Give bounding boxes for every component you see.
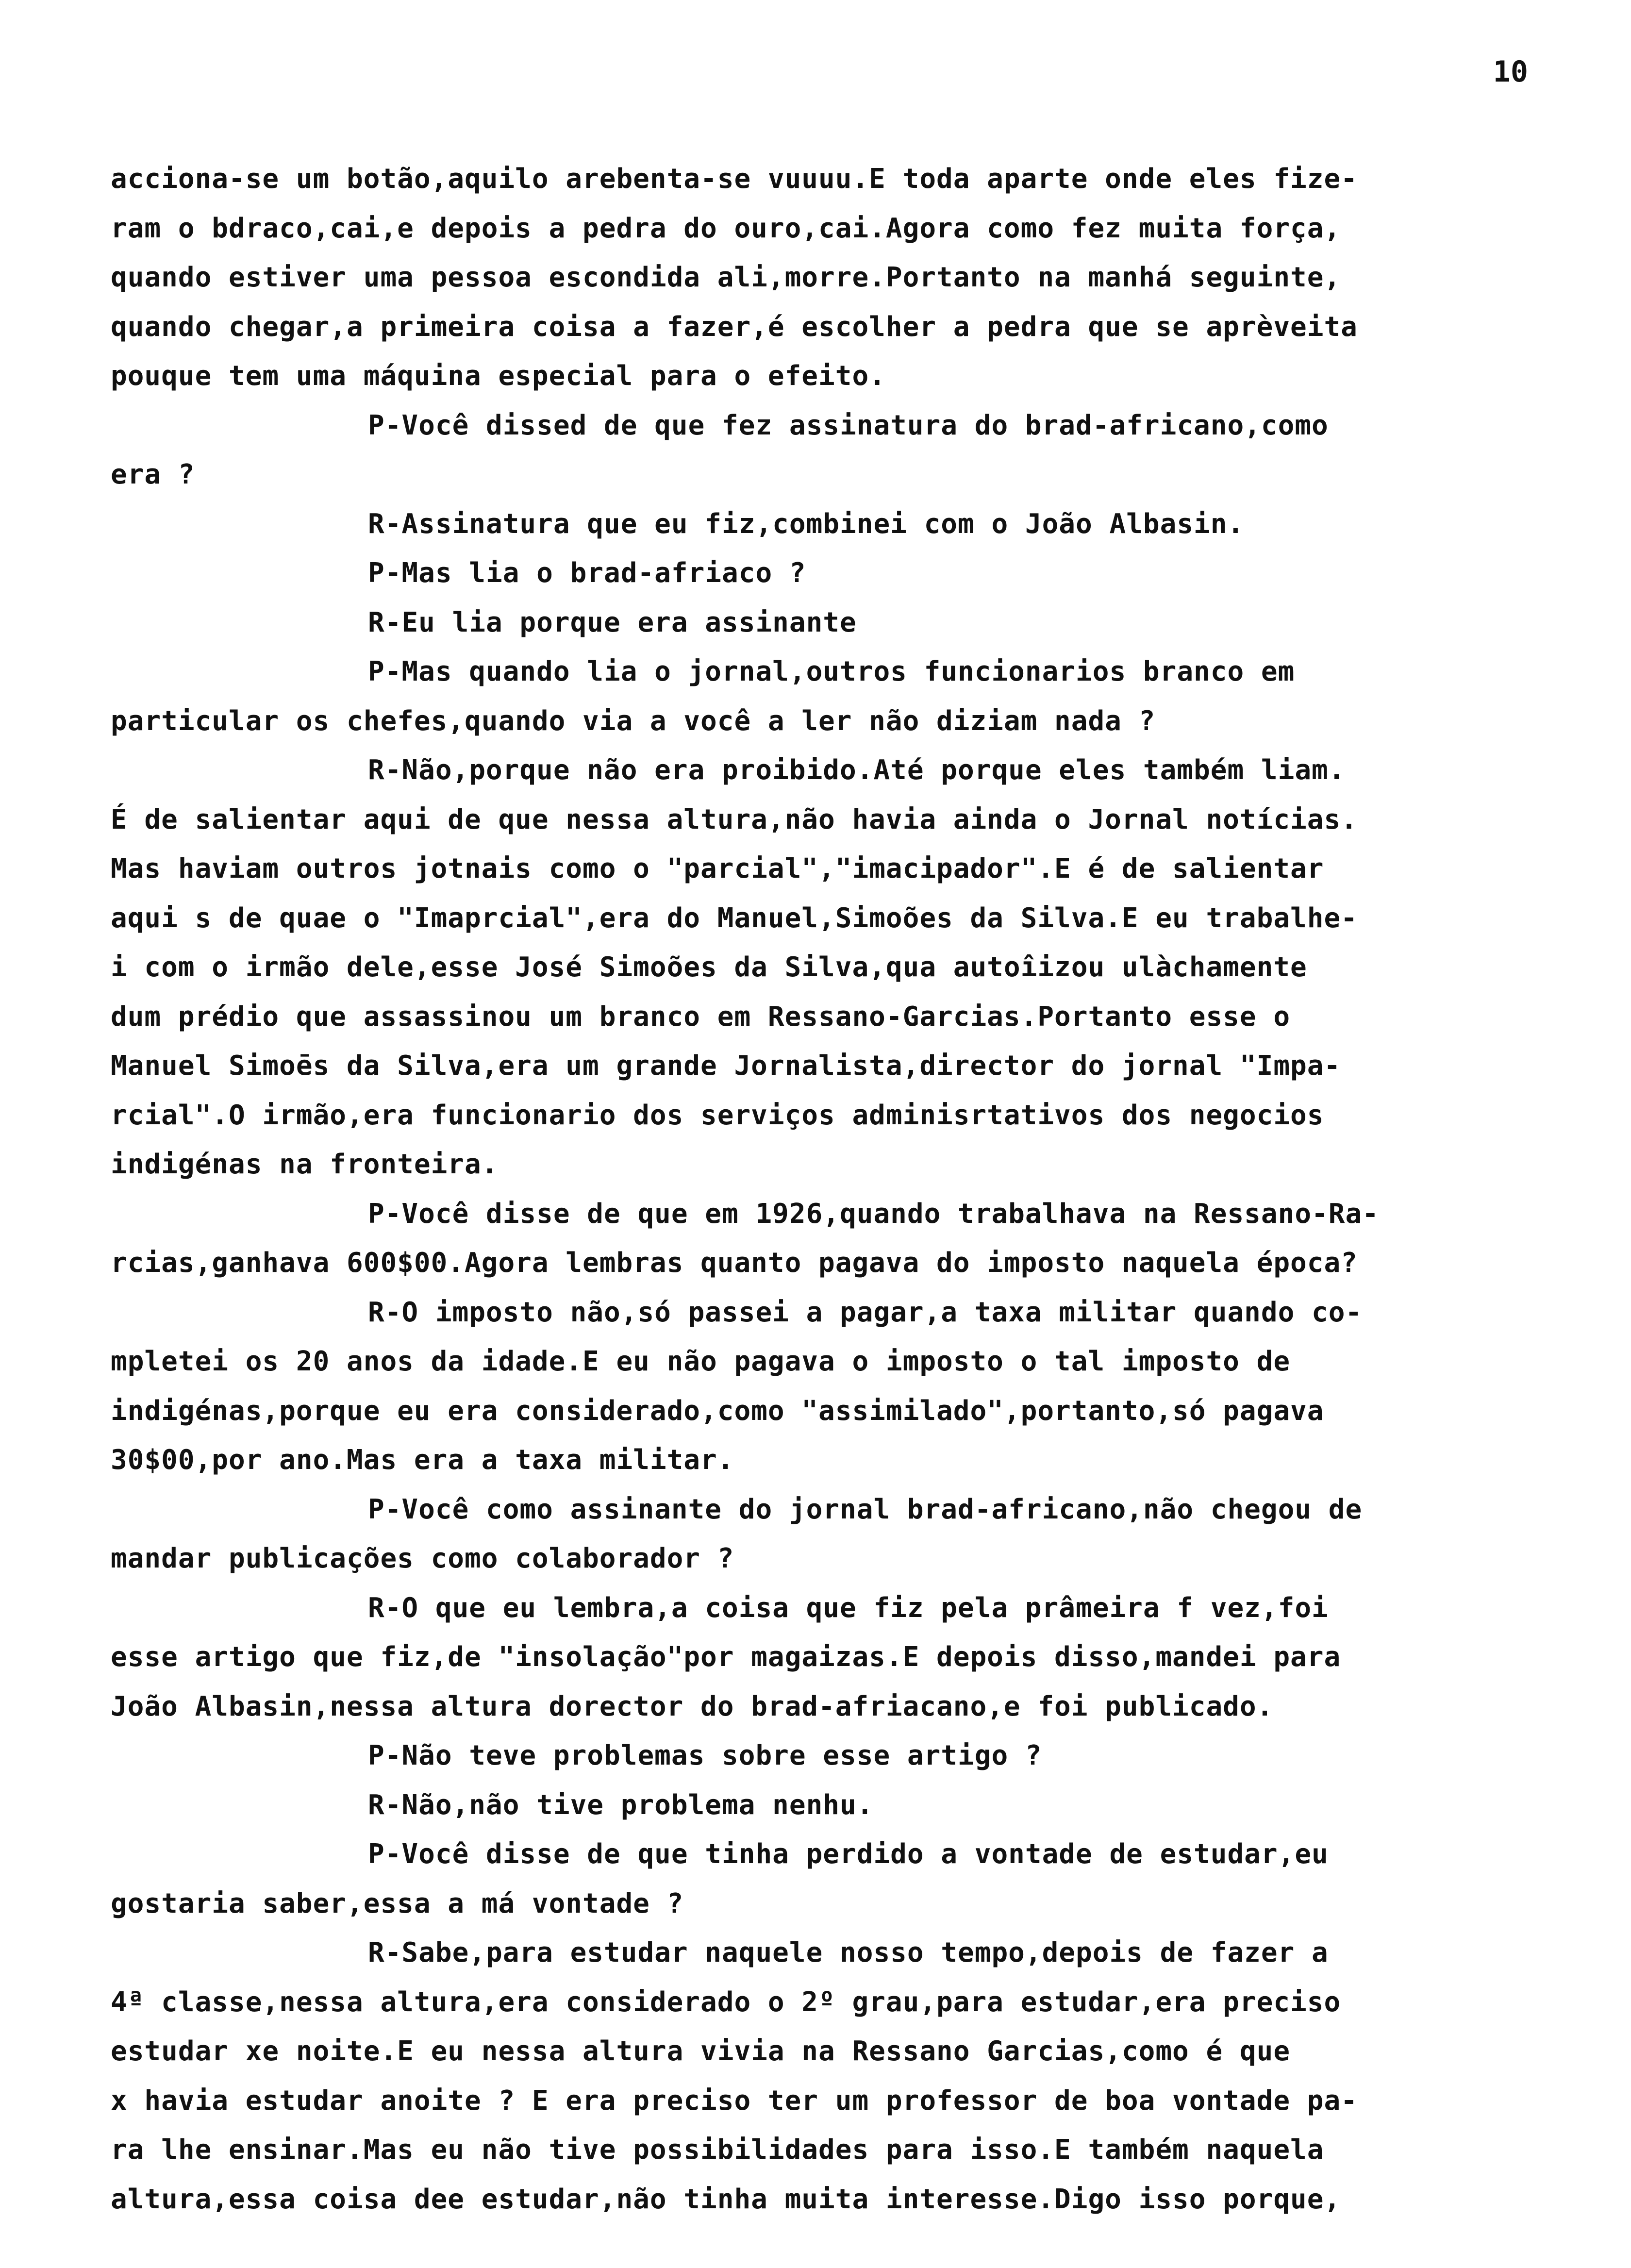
transcript-line: quando estiver uma pessoa escondida ali,morre.Portanto na manhá seguinte, <box>111 262 1341 293</box>
transcript-line: rcial".O irmão,era funcionario dos serviços adminisrtativos dos negocios <box>111 1099 1324 1131</box>
transcript-line: mpletei os 20 anos da idade.E eu não pagava o imposto o tal imposto de <box>111 1346 1291 1377</box>
transcript-line: P-Você como assinante do jornal brad-africano,não chegou de <box>368 1493 1363 1525</box>
transcript-line: aqui s de quae o "Imaprcial",era do Manuel,Simoões da Silva.E eu trabalhe- <box>111 902 1358 934</box>
transcript-line: dum prédio que assassinou um branco em Ressano-Garcias.Portanto esse o <box>111 1001 1291 1033</box>
transcript-line: R-Sabe,para estudar naquele nosso tempo,depois de fazer a <box>368 1937 1329 1968</box>
transcript-line: R-O imposto não,só passei a pagar,a taxa militar quando co- <box>368 1296 1363 1328</box>
transcript-line: pouque tem uma máquina especial para o efeito. <box>111 360 886 392</box>
transcript-line: x havia estudar anoite ? E era preciso ter um professor de boa vontade pa- <box>111 2085 1358 2117</box>
transcript-line: Manuel Simoēs da Silva,era um grande Jornalista,director do jornal "Impa- <box>111 1050 1341 1082</box>
transcript-line: i com o irmão dele,esse José Simoões da Silva,qua autoîizou ulàchamente <box>111 951 1307 983</box>
transcript-line: era ? <box>111 459 195 490</box>
transcript-line: R-Eu lia porque era assinante <box>368 606 857 638</box>
transcript-line: acciona-se um botão,aquilo arebenta-se vuuuu.E toda aparte onde eles fize- <box>111 163 1358 195</box>
transcript-line: R-Não,não tive problema nenhu. <box>368 1789 874 1821</box>
transcript-line: ra lhe ensinar.Mas eu não tive possibilidades para isso.E também naquela <box>111 2134 1324 2166</box>
transcript-line: mandar publicações como colaborador ? <box>111 1543 734 1574</box>
transcript-line: P-Você disse de que em 1926,quando trabalhava na Ressano-Ra- <box>368 1198 1379 1230</box>
transcript-body <box>111 154 1557 2224</box>
transcript-line: ram o bdraco,cai,e depois a pedra do ouro,cai.Agora como fez muita força, <box>111 212 1341 244</box>
transcript-line: altura,essa coisa dee estudar,não tinha muita interesse.Digo isso porque, <box>111 2183 1341 2215</box>
transcript-line: estudar xe noite.E eu nessa altura vivia na Ressano Garcias,como é que <box>111 2035 1291 2067</box>
transcript-line: P-Não teve problemas sobre esse artigo ? <box>368 1740 1042 1771</box>
transcript-line: esse artigo que fiz,de "insolação"por magaizas.E depois disso,mandei para <box>111 1641 1341 1673</box>
transcript-line: rcias,ganhava 600$00.Agora lembras quanto pagava do imposto naquela época? <box>111 1247 1358 1279</box>
transcript-line: É de salientar aqui de que nessa altura,não havia ainda o Jornal notícias. <box>111 803 1358 835</box>
transcript-line: indigénas na fronteira. <box>111 1149 499 1180</box>
transcript-line: João Albasin,nessa altura dorector do brad-afriacano,e foi publicado. <box>111 1690 1274 1722</box>
transcript-line: P-Você dissed de que fez assinatura do brad-africano,como <box>368 409 1329 441</box>
transcript-line: P-Mas lia o brad-afriaco ? <box>368 557 806 589</box>
transcript-line: R-O que eu lembra,a coisa que fiz pela prâmeira f vez,foi <box>368 1592 1329 1624</box>
transcript-line: P-Mas quando lia o jornal,outros funcionarios branco em <box>368 656 1295 687</box>
transcript-line: 4ª classe,nessa altura,era considerado o 2º grau,para estudar,era preciso <box>111 1986 1341 2018</box>
transcript-line: quando chegar,a primeira coisa a fazer,é escolher a pedra que se aprèveita <box>111 311 1358 343</box>
transcript-line: particular os chefes,quando via a você a ler não diziam nada ? <box>111 705 1156 737</box>
page-number: 10 <box>1493 55 1528 89</box>
transcript-line: 30$00,por ano.Mas era a taxa militar. <box>111 1444 734 1476</box>
transcript-line: Mas haviam outros jotnais como o "parcial","imacipador".E é de salientar <box>111 853 1324 884</box>
transcript-line: indigénas,porque eu era considerado,como "assimilado",portanto,só pagava <box>111 1395 1324 1427</box>
transcript-line: P-Você disse de que tinha perdido a vontade de estudar,eu <box>368 1838 1329 1870</box>
transcript-line: R-Não,porque não era proibido.Até porque eles também liam. <box>368 754 1346 786</box>
transcript-line: gostaria saber,essa a má vontade ? <box>111 1887 684 1919</box>
transcript-line: R-Assinatura que eu fiz,combinei com o João Albasin. <box>368 508 1245 540</box>
